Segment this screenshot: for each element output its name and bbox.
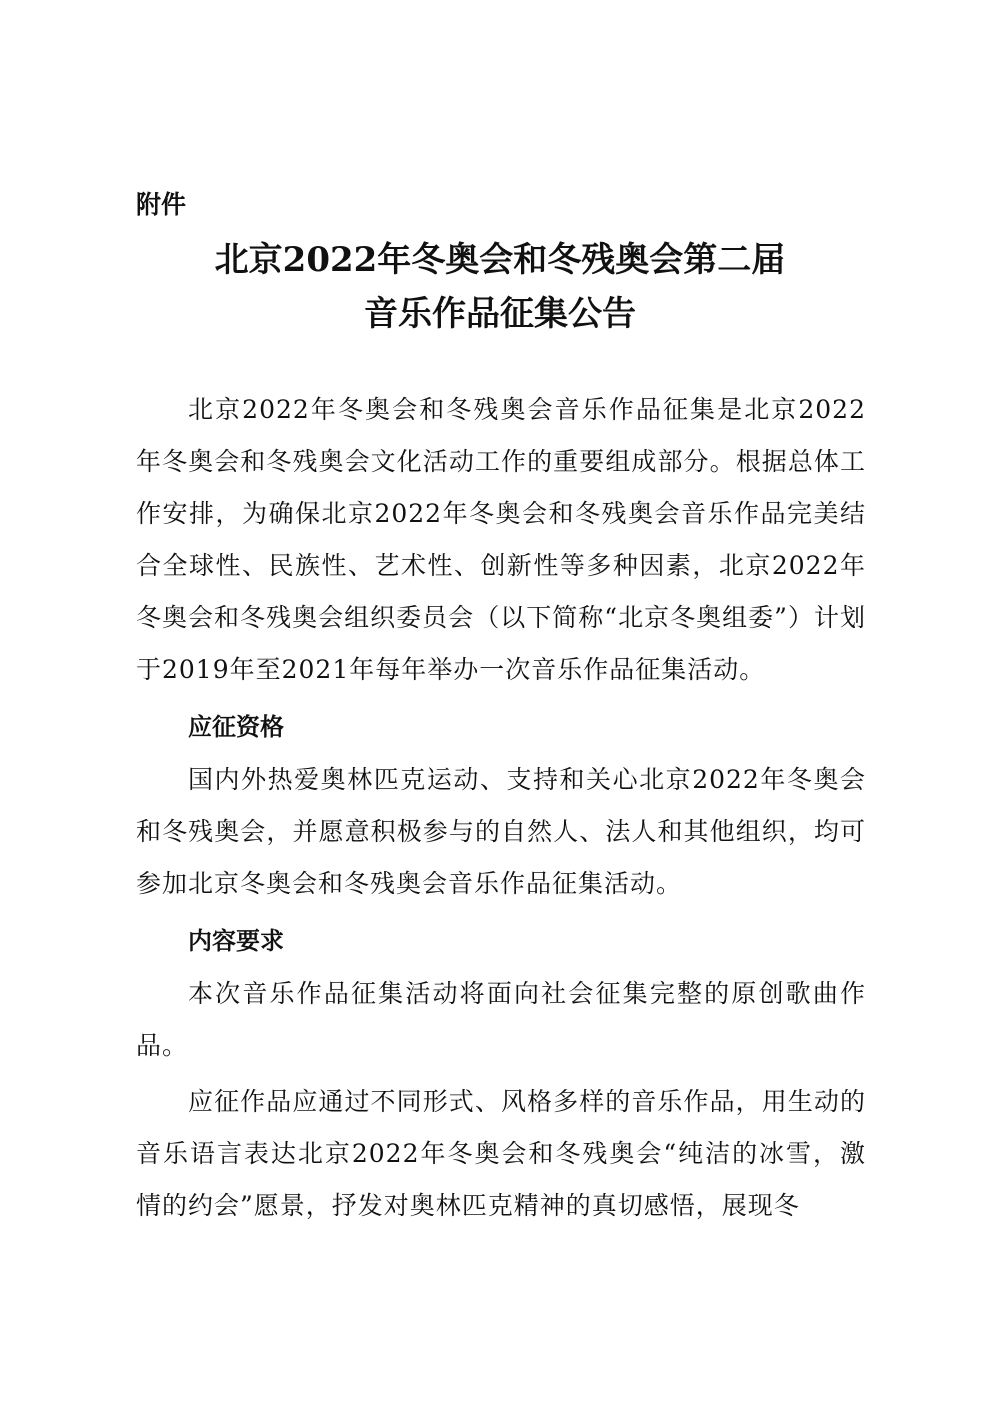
document-title-line-1: 北京2022年冬奥会和冬残奥会第二届	[214, 240, 786, 280]
content-requirements-heading: 内容要求	[188, 927, 284, 955]
content-requirements-paragraph-2: 应征作品应通过不同形式、风格多样的音乐作品，用生动的音乐语言表达北京2022年冬奥会和冬残奥会“纯洁的冰雪，激情的约会”愿景，抒发对奥林匹克精神的真切感悟，展现冬	[136, 1087, 866, 1220]
eligibility-paragraph: 国内外热爱奥林匹克运动、支持和关心北京2022年冬奥会和冬残奥会，并愿意积极参与的自然人、法人和其他组织，均可参加北京冬奥会和冬残奥会音乐作品征集活动。	[136, 765, 866, 898]
intro-paragraph: 北京2022年冬奥会和冬残奥会音乐作品征集是北京2022年冬奥会和冬残奥会文化活动工作的重要组成部分。根据总体工作安排，为确保北京2022年冬奥会和冬残奥会音乐作品完美结合全球性、民族性、艺术性、创新性等多种因素，北京2022年冬奥会和冬残奥会组织委员会（以下简称“北京冬奥组委”）计划于2019年至2021年每年举办一次音乐作品征集活动。	[136, 395, 866, 684]
eligibility-heading: 应征资格	[188, 713, 284, 741]
document-title-line-2: 音乐作品征集公告	[364, 294, 636, 334]
content-requirements-paragraph-1: 本次音乐作品征集活动将面向社会征集完整的原创歌曲作品。	[136, 979, 866, 1060]
document-body	[136, 384, 866, 1232]
attachment-label: 附件	[136, 190, 187, 219]
